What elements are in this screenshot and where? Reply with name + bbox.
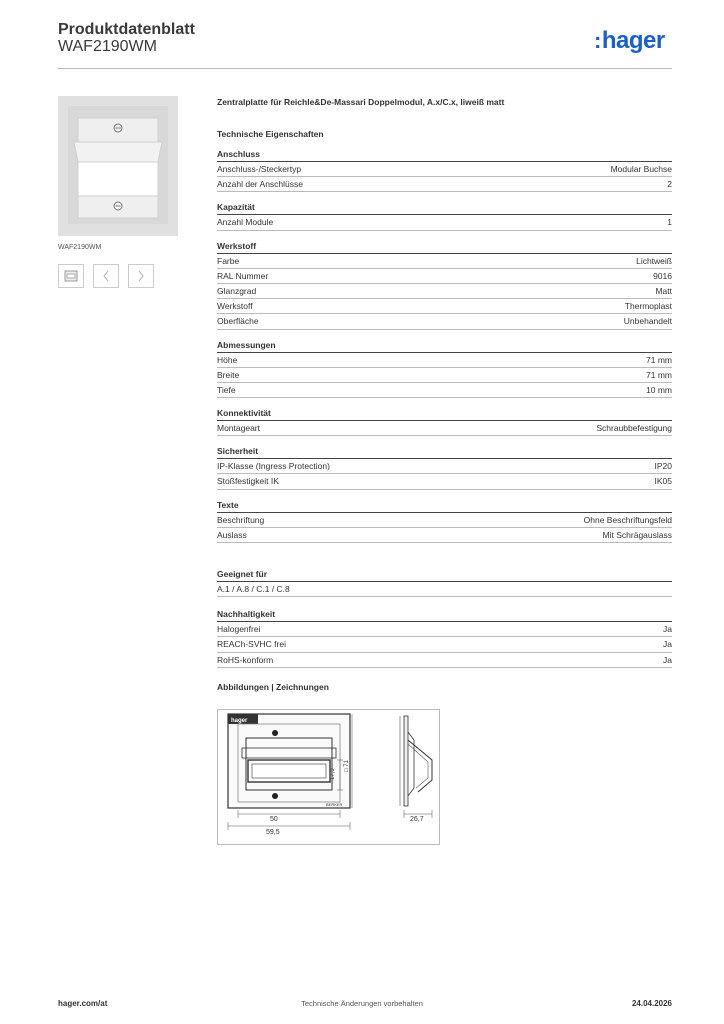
- product-number: WAF2190WM: [58, 38, 157, 55]
- spec-value: Mit Schrägauslass: [602, 529, 672, 540]
- spec-value: Lichtweiß: [636, 255, 672, 266]
- spec-label: Beschriftung: [217, 514, 265, 525]
- group-title: Texte: [217, 500, 672, 513]
- sustainability-group: [217, 609, 672, 668]
- spec-group: [217, 408, 672, 436]
- spec-group: [217, 149, 672, 192]
- spec-value: Matt: [655, 285, 672, 296]
- spec-row: [217, 368, 672, 383]
- spec-value: 9016: [653, 270, 672, 281]
- spec-row: [217, 653, 672, 668]
- spec-label: REACh-SVHC frei: [217, 639, 286, 650]
- svg-text:□ 71: □ 71: [344, 760, 350, 772]
- spec-label: Stoßfestigkeit IK: [217, 476, 279, 487]
- spec-value: Thermoplast: [624, 301, 672, 312]
- footer-website: hager.com/at: [58, 999, 108, 1008]
- spec-value: Unbehandelt: [623, 316, 672, 327]
- spec-value: Ja: [663, 624, 672, 635]
- spec-row: [217, 162, 672, 177]
- prev-arrow-icon[interactable]: [93, 264, 119, 288]
- spec-value: Ja: [663, 639, 672, 650]
- spec-label: Anschluss-/Steckertyp: [217, 164, 302, 174]
- spec-row: [217, 622, 672, 637]
- spec-value: Schraubbefestigung: [596, 423, 672, 434]
- logo-dots-icon: :: [594, 28, 601, 53]
- spec-row: [217, 284, 672, 299]
- spec-label: Auslass: [217, 529, 247, 540]
- spec-row: [217, 353, 672, 368]
- spec-value: 71 mm: [646, 354, 672, 365]
- spec-label: Farbe: [217, 255, 240, 266]
- svg-text:hager: hager: [231, 718, 248, 724]
- spec-label: Anzahl Module: [217, 217, 274, 228]
- svg-text:17,9: 17,9: [330, 768, 336, 780]
- product-image: [58, 96, 178, 236]
- footer-disclaimer: Technische Änderungen vorbehalten: [301, 999, 423, 1008]
- drawings-heading: Abbildungen | Zeichnungen: [217, 681, 329, 692]
- spec-group: [217, 202, 672, 230]
- spec-value: Ohne Beschriftungsfeld: [583, 514, 672, 525]
- product-photo-icon: [58, 96, 178, 236]
- svg-text:50: 50: [270, 816, 278, 823]
- spec-label: IP-Klasse (Ingress Protection): [217, 461, 330, 472]
- spec-row: [217, 269, 672, 284]
- spec-label: RoHS-konform: [217, 654, 274, 665]
- group-title: Konnektivität: [217, 408, 672, 421]
- spec-value: IK05: [654, 476, 672, 487]
- spec-label: Breite: [217, 369, 240, 380]
- spec-label: Halogenfrei: [217, 624, 261, 635]
- group-title: Abmessungen: [217, 340, 672, 353]
- svg-text:59,5: 59,5: [266, 829, 280, 836]
- spec-row: [217, 474, 672, 489]
- spec-value: Ja: [663, 654, 672, 665]
- spec-row: [217, 177, 672, 192]
- spec-label: Höhe: [217, 354, 238, 365]
- spec-value: 10 mm: [646, 384, 672, 395]
- suitable-group: [217, 569, 672, 597]
- dimension-drawing-icon: [218, 710, 439, 844]
- group-title: Geeignet für: [217, 569, 672, 582]
- spec-content: [217, 97, 672, 698]
- svg-text:BERKER: BERKER: [326, 802, 343, 807]
- svg-text:26,7: 26,7: [410, 816, 424, 823]
- spec-value: Modular Buchse: [610, 164, 672, 174]
- spec-row: [217, 459, 672, 474]
- spec-value: IP20: [654, 461, 672, 472]
- image-caption: WAF2190WM: [58, 244, 102, 251]
- spec-row: [217, 254, 672, 269]
- specs-heading: Technische Eigenschaften: [217, 129, 324, 139]
- spec-group: [217, 241, 672, 330]
- spec-label: Anzahl der Anschlüsse: [217, 179, 303, 190]
- group-title: Nachhaltigkeit: [217, 609, 672, 622]
- spec-row: [217, 314, 672, 329]
- spec-value: A.1 / A.8 / C.1 / C.8: [217, 584, 290, 594]
- hager-logo: :hager: [594, 27, 665, 54]
- spec-label: Werkstoff: [217, 301, 253, 312]
- spec-row: [217, 215, 672, 230]
- group-title: Kapazität: [217, 202, 672, 215]
- spec-group: [217, 500, 672, 543]
- thumbnail-strip: [58, 264, 154, 288]
- spec-row: [217, 637, 672, 652]
- spec-label: Tiefe: [217, 384, 236, 395]
- group-title: Anschluss: [217, 149, 672, 162]
- spec-value: 71 mm: [646, 369, 672, 380]
- spec-label: Montageart: [217, 423, 260, 434]
- header-divider: [58, 68, 672, 69]
- spec-row: [217, 421, 672, 436]
- spec-label: Glanzgrad: [217, 285, 257, 296]
- spec-label: RAL Nummer: [217, 270, 269, 281]
- spec-value: 1: [667, 217, 672, 228]
- spec-row: [217, 383, 672, 398]
- spec-row: [217, 582, 672, 597]
- group-title: Werkstoff: [217, 241, 672, 254]
- spec-groups: [217, 149, 672, 543]
- spec-row: [217, 299, 672, 314]
- spec-value: 2: [667, 179, 672, 190]
- spec-group: [217, 340, 672, 399]
- group-title: Sicherheit: [217, 446, 672, 459]
- page-title: Produktdatenblatt: [58, 21, 195, 38]
- spec-label: Oberfläche: [217, 316, 259, 327]
- spec-row: [217, 528, 672, 543]
- product-description: Zentralplatte für Reichle&De-Massari Doppelmodul, A.x/C.x, lіweiß matt: [217, 97, 505, 107]
- footer-date: 24.04.2026: [631, 999, 672, 1008]
- spec-group: [217, 446, 672, 489]
- next-arrow-icon[interactable]: [128, 264, 154, 288]
- technical-drawing: [217, 709, 440, 845]
- image-thumb-icon[interactable]: [58, 264, 84, 288]
- spec-row: [217, 513, 672, 528]
